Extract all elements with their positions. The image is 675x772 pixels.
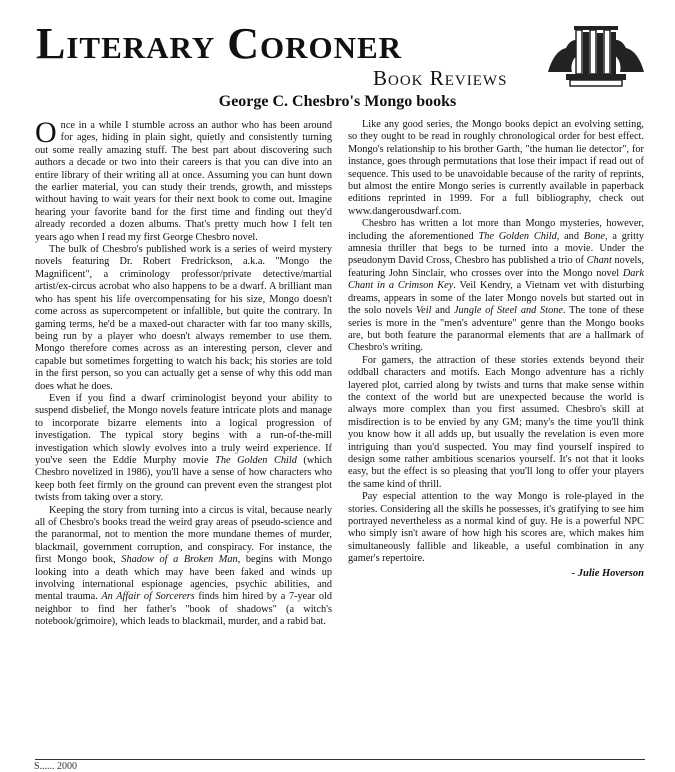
paragraph-8: Pay especial attention to the way Mongo is role-played in the stories. Considering all the skills he possesses, it's gratifying to see him portrayed nevertheless as a normal kind of guy. He is a powerful NPC who simply isn't aware of how high his scores are, which makes him simultaneously fallible and likeable, a useful combination in any gamer's repertoire. bbox=[348, 491, 644, 565]
author-byline: - Julie Hoverson bbox=[571, 567, 644, 579]
masthead-subtitle: Book Reviews bbox=[373, 66, 508, 90]
masthead-title: Literary Coroner bbox=[36, 19, 403, 68]
paragraph-5: Like any good series, the Mongo books depict an evolving setting, so they ought to be read in roughly chronological order for best effect. Mongo's relationship to his brother Garth, "the human lie detector", for instance, goes through permutations that lose their impact if read out of sequence. This used to be unavoidable because of the rarity of reprints, but almost the entire Mongo series is currently available in paperback editions reprinted in 1999. For a full bibliography, check out www.dangerousdwarf.com. bbox=[348, 119, 644, 217]
masthead bbox=[36, 20, 646, 90]
paragraph-1: Once in a while I stumble across an author who has been around for ages, hiding in plain sight, quietly and consistently turning out some really amazing stuff. The best part about discovering such authors a decade or two into their careers is that you can dive into an entire library of their writing all at once. Assuming you can hunt down the earlier material, you can study their trends, growth, and missteps without having to wait years for their next book to come out. Imagine hearing your favorite band for the first time and finding out they'd already recorded a dozen albums. That's pretty much how I felt ten years ago when I read my first George Chesbro novel. bbox=[35, 116, 332, 243]
article-column-right bbox=[348, 119, 644, 580]
footer-fragment: S...... 2000 bbox=[34, 761, 78, 772]
paragraph-2: The bulk of Chesbro's published work is a series of weird mystery novels featuring Dr. Robert Fredrickson, a.k.a. "Mongo the Magnificent", a criminology professor/private detective/martial artist/ex-circus acrobat who also happens to be a dwarf. A brilliant man who has spent his life overcompensating for his size, Mongo doesn't come across as supercompetent or infallible, but quite the contrary. In gaming terms, he'd be a maxed-out character with far too many skills, being run by a player who doesn't always remember to use them. Mongo therefore comes across as an interesting person, clever and capable but sometimes forgetting to watch his back; his stories are told in the first person, so you can actually get a sense of why this odd man does what he does. bbox=[35, 244, 332, 392]
paragraph-3: Even if you find a dwarf criminologist beyond your ability to suspend disbelief, the Mongo novels feature intricate plots and manage to incorporate bizarre elements into a logical progression of investigation. The typical story begins with a run-of-the-mill investigation which slowly evolves into a truly weird experience. If you've seen the Eddie Murphy movie The Golden Child (which Chesbro novelized in 1986), you'll have a sense of how characters who keep both feet firmly on the ground can prevent even the strangest plot twists from taking over a story. bbox=[35, 392, 332, 504]
article-column-left bbox=[35, 116, 332, 629]
paragraph-7: For gamers, the attraction of these stories extends beyond their oddball characters and motifs. Each Mongo adventure has a richly layered plot, carried along by twists and turns that make sense within the context of the world but are unexpected because the world is always more complex than you first assumed. Chesbro's skill at misdirection is to be envied by any GM; many's the time you'll think you know how it all adds up, but usually the revelation is even more intriguing than you'd suspected. You may find yourself inspired to design some rather ambitious scenarios yourself. It's not that it looks easy, but the effect is so pleasing that you'll long to offer your players the same kind of thrill. bbox=[348, 354, 644, 490]
paragraph-4: Keeping the story from turning into a circus is vital, because nearly all of Chesbro's books tread the weird gray areas of pseudo-science and the paranormal, not to mention the more mundane themes of murder, blackmail, government corruption, and conspiracy. For instance, the first Mongo book, Shadow of a Broken Man, begins with Mongo looking into a death which may have been faked and winds up involving international espionage agencies, psychic abilities, and mental trauma. An Affair of Sorcerers finds him hired by a 7-year old neighbor to find her father's "book of shadows" (a witch's notebook/grimoire), which leads to blackmail, murder, and a rabid bat. bbox=[35, 504, 332, 628]
footer-rule bbox=[35, 759, 645, 760]
paragraph-6: Chesbro has written a lot more than Mongo mysteries, however, including the aforementioned The Golden Child, and Bone, a gritty amnesia thriller that begs to be turned into a movie. Under the pseudonym David Cross, Chesbro has published a trio of Chant novels, featuring John Sinclair, who crosses over into the Mongo novel Dark Chant in a Crimson Key. Veil Kendry, a Vietnam vet with disturbing dreams, appears in some of the later Mongo novels but started out in the solo novels Veil and Jungle of Steel and Stone. The tone of these series is more in the "men's adventure" genre than the Mongo books are, but both feature the paranormal elements that are a hallmark of Chesbro's writing. bbox=[348, 218, 645, 354]
drop-cap: O bbox=[35, 116, 57, 149]
article-headline: George C. Chesbro's Mongo books bbox=[218, 93, 457, 110]
books-gargoyles-emblem bbox=[546, 20, 646, 88]
